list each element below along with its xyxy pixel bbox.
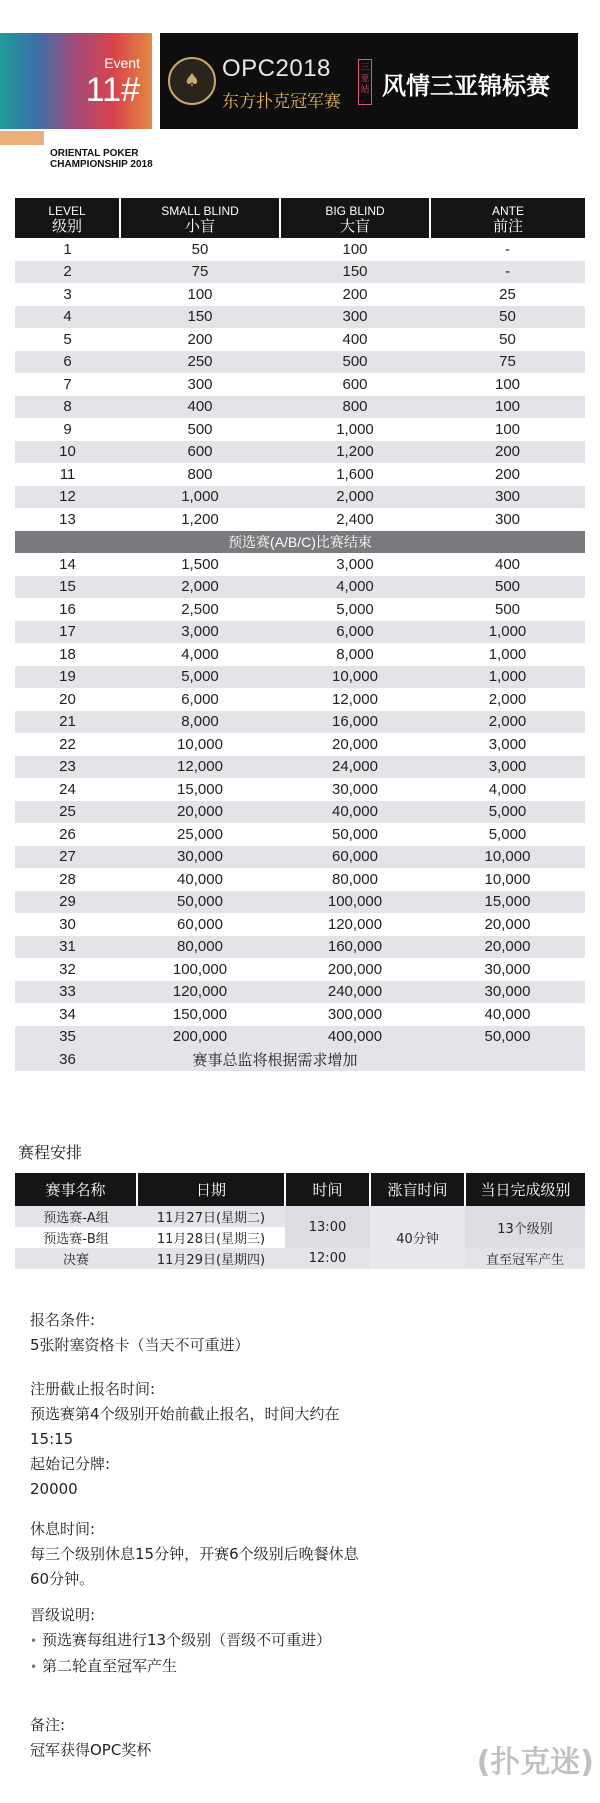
final-level-row (15, 1048, 585, 1071)
small-blind-cell: 200,000 (120, 1026, 280, 1049)
big-blind-cell: 12,000 (280, 688, 430, 711)
advance-label: 晋级说明: (30, 1606, 96, 1624)
ante-cell: 200 (430, 441, 585, 464)
big-blind-cell: 160,000 (280, 936, 430, 959)
registration-value: 5张附塞资格卡（当天不可重进） (30, 1336, 250, 1354)
big-blind-cell: 4,000 (280, 576, 430, 599)
ante-cell: 200 (430, 463, 585, 486)
blind-level-row (15, 576, 585, 599)
break-text: 预选赛(A/B/C)比赛结束 (15, 531, 585, 554)
blind-level-row (15, 1003, 585, 1026)
small-blind-cell: 5,000 (120, 666, 280, 689)
blind-level-row (15, 486, 585, 509)
small-blind-cell: 12,000 (120, 756, 280, 779)
small-blind-cell: 15,000 (120, 778, 280, 801)
big-blind-cell: 2,400 (280, 508, 430, 531)
small-blind-cell: 40,000 (120, 868, 280, 891)
level-cell: 11 (15, 463, 120, 486)
big-blind-cell: 300 (280, 306, 430, 329)
ante-cell: 300 (430, 486, 585, 509)
ante-cell: 75 (430, 351, 585, 374)
note-section (30, 1713, 151, 1763)
small-blind-cell: 2,500 (120, 598, 280, 621)
sched-header-time: 时间 (285, 1173, 370, 1206)
level-cell: 8 (15, 396, 120, 419)
small-blind-cell: 2,000 (120, 576, 280, 599)
header-level: LEVEL 级别 (15, 198, 120, 238)
ante-cell: 300 (430, 508, 585, 531)
event-time: 12:00 (285, 1248, 370, 1269)
blind-level-row (15, 823, 585, 846)
level-cell: 29 (15, 891, 120, 914)
ante-cell: 100 (430, 373, 585, 396)
registration-section (30, 1308, 250, 1358)
level-cell: 4 (15, 306, 120, 329)
small-blind-cell: 1,200 (120, 508, 280, 531)
event-date: 11月28日(星期三) (137, 1227, 285, 1248)
blind-level-row (15, 396, 585, 419)
blind-level-row (15, 418, 585, 441)
big-blind-cell: 150 (280, 261, 430, 284)
blind-level-row (15, 891, 585, 914)
ante-cell: 50 (430, 306, 585, 329)
advance-section (30, 1603, 331, 1680)
big-blind-cell: 120,000 (280, 913, 430, 936)
small-blind-cell: 150,000 (120, 1003, 280, 1026)
blind-level-row (15, 238, 585, 261)
event-label: Event (104, 55, 140, 71)
big-blind-cell: 200,000 (280, 958, 430, 981)
blind-structure-table (15, 198, 585, 1071)
small-blind-cell: 1,500 (120, 553, 280, 576)
watermark-logo: (扑克迷) (476, 1745, 594, 1780)
small-blind-cell: 100 (120, 283, 280, 306)
big-blind-cell: 3,000 (280, 553, 430, 576)
blind-level-row (15, 981, 585, 1004)
ante-cell: 50 (430, 328, 585, 351)
big-blind-cell: 5,000 (280, 598, 430, 621)
blind-level-row (15, 756, 585, 779)
big-blind-cell: 300,000 (280, 1003, 430, 1026)
ante-cell: 100 (430, 396, 585, 419)
blind-level-row (15, 801, 585, 824)
blind-level-row (15, 688, 585, 711)
blind-level-row (15, 306, 585, 329)
level-cell: 35 (15, 1026, 120, 1049)
levels-per-day: 13个级别 (465, 1206, 585, 1248)
level-cell: 34 (15, 1003, 120, 1026)
level-cell: 14 (15, 553, 120, 576)
blind-level-row (15, 711, 585, 734)
note-value: 冠军获得OPC奖杯 (30, 1741, 152, 1759)
blind-level-row (15, 846, 585, 869)
level-cell: 31 (15, 936, 120, 959)
level-cell: 30 (15, 913, 120, 936)
blind-level-row (15, 373, 585, 396)
season-tag: 三亚站 (358, 59, 372, 105)
break-row (15, 531, 585, 554)
spade-icon: ♠ (183, 70, 201, 91)
small-blind-cell: 60,000 (120, 913, 280, 936)
big-blind-cell: 80,000 (280, 868, 430, 891)
small-blind-cell: 150 (120, 306, 280, 329)
blind-level-row (15, 598, 585, 621)
ante-cell: 2,000 (430, 688, 585, 711)
big-blind-cell: 16,000 (280, 711, 430, 734)
big-blind-cell: 1,000 (280, 418, 430, 441)
ante-cell: 4,000 (430, 778, 585, 801)
sched-header-name: 赛事名称 (15, 1173, 137, 1206)
ante-cell: 30,000 (430, 958, 585, 981)
ante-cell: 2,000 (430, 711, 585, 734)
small-blind-cell: 800 (120, 463, 280, 486)
blind-level-row (15, 913, 585, 936)
level-cell: 20 (15, 688, 120, 711)
event-date: 11月27日(星期二) (137, 1206, 285, 1227)
small-blind-cell: 50 (120, 238, 280, 261)
level-cell: 3 (15, 283, 120, 306)
blind-level-row (15, 553, 585, 576)
big-blind-cell: 1,200 (280, 441, 430, 464)
big-blind-cell: 600 (280, 373, 430, 396)
small-blind-cell: 200 (120, 328, 280, 351)
big-blind-cell: 200 (280, 283, 430, 306)
big-blind-cell: 400,000 (280, 1026, 430, 1049)
event-time: 13:00 (285, 1206, 370, 1248)
level-cell: 15 (15, 576, 120, 599)
blind-level-row (15, 643, 585, 666)
ante-cell: 50,000 (430, 1026, 585, 1049)
big-blind-cell: 100,000 (280, 891, 430, 914)
level-cell: 32 (15, 958, 120, 981)
blind-level-row (15, 733, 585, 756)
blind-level-row (15, 328, 585, 351)
level-cell: 6 (15, 351, 120, 374)
event-name: 决赛 (15, 1248, 137, 1269)
ante-cell: 30,000 (430, 981, 585, 1004)
blind-level-row (15, 958, 585, 981)
registration-label: 报名条件: (30, 1311, 96, 1329)
advance-item: • 预选赛每组进行13个级别（晋级不可重进） (30, 1628, 331, 1654)
big-blind-cell: 24,000 (280, 756, 430, 779)
sched-header-levels: 当日完成级别 (465, 1173, 585, 1206)
big-blind-cell: 400 (280, 328, 430, 351)
schedule-title: 赛程安排 (18, 1143, 83, 1162)
small-blind-cell: 4,000 (120, 643, 280, 666)
ante-cell: 20,000 (430, 913, 585, 936)
level-cell: 13 (15, 508, 120, 531)
big-blind-cell: 8,000 (280, 643, 430, 666)
level-cell: 22 (15, 733, 120, 756)
note-label: 备注: (30, 1716, 66, 1734)
big-blind-cell: 500 (280, 351, 430, 374)
ante-cell: 1,000 (430, 643, 585, 666)
ante-cell: 100 (430, 418, 585, 441)
small-blind-cell: 25,000 (120, 823, 280, 846)
level-cell: 28 (15, 868, 120, 891)
small-blind-cell: 100,000 (120, 958, 280, 981)
small-blind-cell: 8,000 (120, 711, 280, 734)
schedule-table (15, 1173, 585, 1269)
small-blind-cell: 10,000 (120, 733, 280, 756)
blind-level-row (15, 351, 585, 374)
deadline-section (30, 1377, 340, 1502)
level-cell: 2 (15, 261, 120, 284)
ante-cell: 5,000 (430, 801, 585, 824)
level-cell: 18 (15, 643, 120, 666)
tournament-name: 风情三亚锦标赛 (382, 72, 550, 100)
small-blind-cell: 600 (120, 441, 280, 464)
level-cell: 23 (15, 756, 120, 779)
level-cell: 10 (15, 441, 120, 464)
break-section (30, 1517, 359, 1592)
header-small-blind: SMALL BLIND 小盲 (120, 198, 280, 238)
deadline-label: 注册截止报名时间: (30, 1380, 156, 1398)
blind-level-row (15, 868, 585, 891)
blind-level-row (15, 441, 585, 464)
level-cell: 24 (15, 778, 120, 801)
level-cell: 5 (15, 328, 120, 351)
accent-bar (0, 131, 44, 145)
ante-cell: 400 (430, 553, 585, 576)
event-name: 预选赛-A组 (15, 1206, 137, 1227)
small-blind-cell: 120,000 (120, 981, 280, 1004)
final-level-note: 赛事总监将根据需求增加 (120, 1048, 430, 1071)
big-blind-cell: 40,000 (280, 801, 430, 824)
schedule-row (15, 1206, 585, 1227)
event-date: 11月29日(星期四) (137, 1248, 285, 1269)
big-blind-cell: 30,000 (280, 778, 430, 801)
event-name: 预选赛-B组 (15, 1227, 137, 1248)
level-cell: 27 (15, 846, 120, 869)
organizer-name: ORIENTAL POKER CHAMPIONSHIP 2018 (50, 148, 153, 170)
sched-header-date: 日期 (137, 1173, 285, 1206)
level-cell: 21 (15, 711, 120, 734)
big-blind-cell: 1,600 (280, 463, 430, 486)
big-blind-cell: 50,000 (280, 823, 430, 846)
small-blind-cell: 250 (120, 351, 280, 374)
final-level: 36 (15, 1048, 120, 1071)
level-cell: 19 (15, 666, 120, 689)
big-blind-cell: 20,000 (280, 733, 430, 756)
level-cell: 33 (15, 981, 120, 1004)
ante-cell: 1,000 (430, 666, 585, 689)
deadline-time: 15:15 (30, 1430, 74, 1448)
big-blind-cell: 60,000 (280, 846, 430, 869)
ante-cell: - (430, 261, 585, 284)
ante-cell: 20,000 (430, 936, 585, 959)
break-label: 休息时间: (30, 1520, 96, 1538)
level-cell: 17 (15, 621, 120, 644)
chips-label: 起始记分牌: (30, 1455, 111, 1473)
bullet-icon: • (30, 1660, 38, 1674)
level-cell: 1 (15, 238, 120, 261)
ante-cell: 25 (430, 283, 585, 306)
big-blind-cell: 2,000 (280, 486, 430, 509)
ante-cell: 10,000 (430, 846, 585, 869)
header-big-blind: BIG BLIND 大盲 (280, 198, 430, 238)
small-blind-cell: 75 (120, 261, 280, 284)
small-blind-cell: 1,000 (120, 486, 280, 509)
big-blind-cell: 240,000 (280, 981, 430, 1004)
header-ante: ANTE 前注 (430, 198, 585, 238)
small-blind-cell: 6,000 (120, 688, 280, 711)
blind-level-row (15, 621, 585, 644)
blind-level-row (15, 1026, 585, 1049)
level-cell: 12 (15, 486, 120, 509)
small-blind-cell: 400 (120, 396, 280, 419)
ante-cell: 40,000 (430, 1003, 585, 1026)
levels-per-day: 直至冠军产生 (465, 1248, 585, 1269)
blind-up-time: 40分钟 (370, 1206, 465, 1269)
deadline-value: 预选赛第4个级别开始前截止报名，时间大约在 (30, 1405, 340, 1423)
big-blind-cell: 800 (280, 396, 430, 419)
small-blind-cell: 50,000 (120, 891, 280, 914)
ante-cell: 500 (430, 598, 585, 621)
event-number: 11# (85, 71, 140, 109)
level-cell: 25 (15, 801, 120, 824)
blind-level-row (15, 463, 585, 486)
blind-level-row (15, 666, 585, 689)
schedule-row (15, 1248, 585, 1269)
small-blind-cell: 300 (120, 373, 280, 396)
ante-cell: 5,000 (430, 823, 585, 846)
blind-level-row (15, 283, 585, 306)
sched-header-blind-time: 涨盲时间 (370, 1173, 465, 1206)
small-blind-cell: 30,000 (120, 846, 280, 869)
opc-title: OPC2018 (222, 55, 331, 82)
level-cell: 9 (15, 418, 120, 441)
small-blind-cell: 500 (120, 418, 280, 441)
ante-cell: 500 (430, 576, 585, 599)
blind-level-row (15, 508, 585, 531)
break-value-cont: 60分钟。 (30, 1570, 95, 1588)
blind-level-row (15, 261, 585, 284)
big-blind-cell: 6,000 (280, 621, 430, 644)
advance-item: • 第二轮直至冠军产生 (30, 1654, 331, 1680)
ante-cell: 3,000 (430, 733, 585, 756)
blind-level-row (15, 778, 585, 801)
event-badge (0, 33, 152, 129)
small-blind-cell: 20,000 (120, 801, 280, 824)
ante-cell: 15,000 (430, 891, 585, 914)
level-cell: 26 (15, 823, 120, 846)
ante-cell: - (430, 238, 585, 261)
break-value: 每三个级别休息15分钟，开赛6个级别后晚餐休息 (30, 1545, 359, 1563)
small-blind-cell: 80,000 (120, 936, 280, 959)
level-cell: 7 (15, 373, 120, 396)
big-blind-cell: 100 (280, 238, 430, 261)
level-cell: 16 (15, 598, 120, 621)
ante-cell: 1,000 (430, 621, 585, 644)
chips-value: 20000 (30, 1480, 78, 1498)
ante-cell: 3,000 (430, 756, 585, 779)
ante-cell: 10,000 (430, 868, 585, 891)
bullet-icon: • (30, 1634, 38, 1648)
small-blind-cell: 3,000 (120, 621, 280, 644)
event-header (0, 33, 600, 129)
blind-level-row (15, 936, 585, 959)
big-blind-cell: 10,000 (280, 666, 430, 689)
opc-subtitle: 东方扑克冠军赛 (222, 92, 341, 112)
